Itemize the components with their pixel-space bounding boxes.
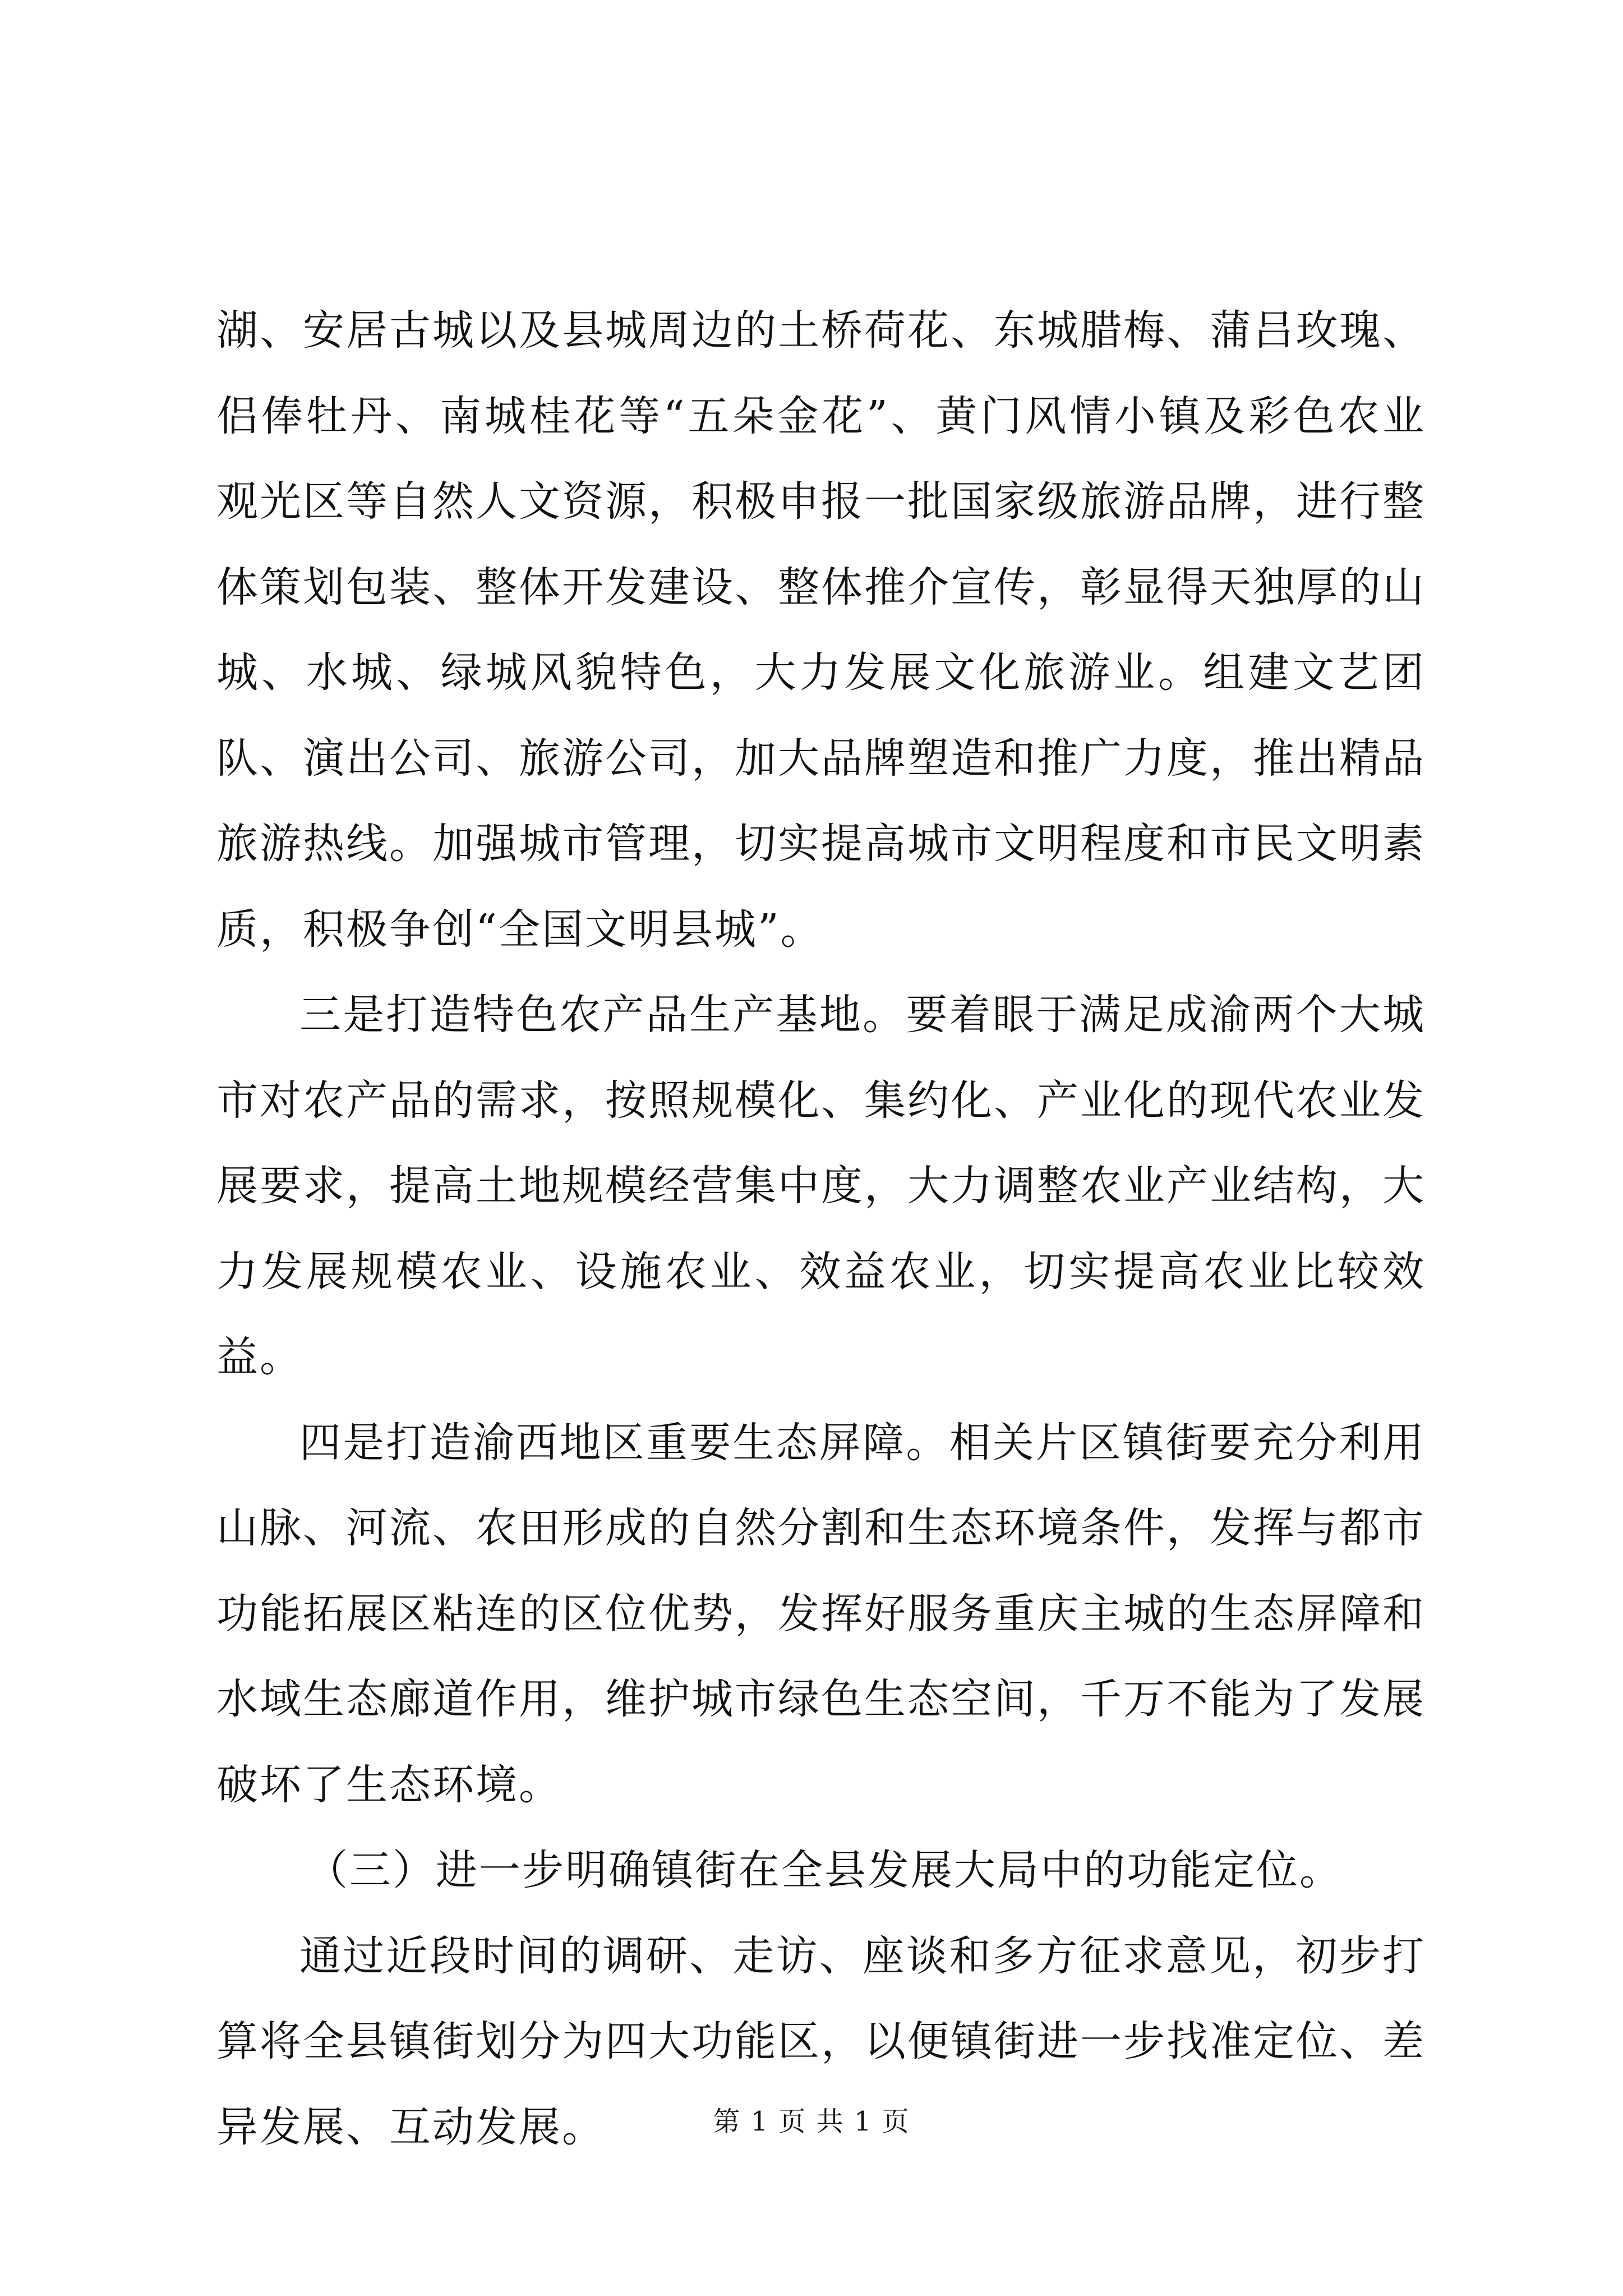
page-number-footer: 第 1 页 共 1 页 <box>713 2106 910 2137</box>
paragraph-continuation: 湖、安居古城以及县城周边的土桥荷花、东城腊梅、蒲吕玫瑰、侣俸牡丹、南城桂花等“五朵金花”、黄门风情小镇及彩色农业观光区等自然人文资源，积极申报一批国家级旅游品牌，进行整体策划包装、整体开发建设、整体推介宣传，彰显得天独厚的山城、水城、绿城风貌特色，大力发展文化旅游业。组建文艺团队、演出公司、旅游公司，加大品牌塑造和推广力度，推出精品旅游热线。加强城市管理，切实提高城市文明程度和市民文明素质，积极争创“全国文明县城”。 <box>216 306 1426 954</box>
paragraph-ecological-barrier: 四是打造渝西地区重要生态屏障。相关片区镇街要充分利用山脉、河流、农田形成的自然分割和生态环境条件，发挥与都市功能拓展区粘连的区位优势，发挥好服务重庆主城的生态屏障和水域生态廊道作用，维护城市绿色生态空间，千万不能为了发展破坏了生态环境。 <box>216 1418 1426 1809</box>
paragraph-functional-zones: 通过近段时间的调研、走访、座谈和多方征求意见，初步打算将全县镇街划分为四大功能区，以便镇街进一步找准定位、差异发展、互动发展。 <box>216 1931 1426 2151</box>
document-body <box>216 288 1426 2170</box>
paragraph-agriculture-base: 三是打造特色农产品生产基地。要着眼于满足成渝两个大城市对农产品的需求，按照规模化、集约化、产业化的现代农业发展要求，提高土地规模经营集中度，大力调整农业产业结构，大力发展规模农业、设施农业、效益农业，切实提高农业比较效益。 <box>216 991 1426 1381</box>
section-heading: （三）进一步明确镇街在全县发展大局中的功能定位。 <box>306 1846 1343 1894</box>
